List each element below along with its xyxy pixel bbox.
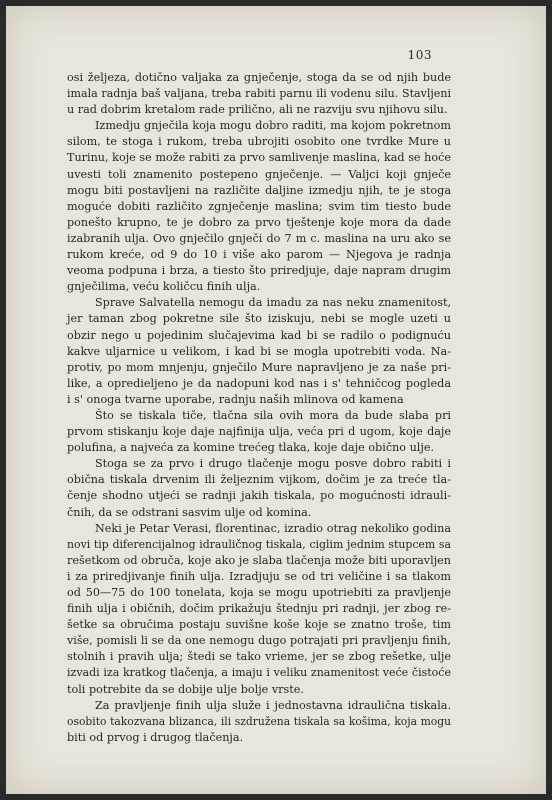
text-line: rukom kreće, od 9 do 10 i više ako parom — Njegova je radnja	[67, 248, 451, 262]
text-line: obična tiskala drvenim ili željeznim vijkom, dočim je za treće tla-	[67, 473, 451, 487]
text-line: gnječilima, veću količcu finih ulja.	[67, 280, 261, 294]
text-line: obzir nego u pojedinim slučajevima kad bi se radilo o podignuću	[67, 328, 451, 342]
text-line: više, pomisli li se da one nemogu dugo potrajati pri pravljenju finih,	[67, 634, 451, 648]
text-line: prvom stiskanju koje daje najfinija ulja, veća pri d ugom, koje daje	[67, 425, 451, 439]
text-line: moguće dobiti različito zgnječenje maslina; svim tim tiesto bude	[67, 199, 451, 213]
text-line: osobito takozvana blizanca, ili szdružena tiskala sa košima, koja mogu	[67, 714, 451, 728]
text-line: kakve uljarnice u velikom, i kad bi se mogla upotrebiti voda. Na-	[67, 344, 451, 358]
text-line: mogu biti postavljeni na različite daljine izmedju njih, te je stoga	[67, 183, 451, 197]
text-line: toli potrebite da se dobije ulje bolje vrste.	[67, 682, 304, 696]
text-line: Za pravljenje finih ulja služe i jednostavna idraulična tiskala.	[95, 698, 451, 712]
text-line: imala radnja baš valjana, treba rabiti parnu ili vodenu silu. Stavljeni	[67, 87, 451, 101]
text-line: biti od prvog i drugog tlačenja.	[67, 730, 244, 744]
text-line: silom, te stoga i rukom, treba ubrojiti osobito one tvrdke Mure u	[67, 135, 451, 149]
text-line: ponešto krupno, te je dobro za prvo tještenje koje mora da dade	[67, 215, 451, 229]
text-line: rešetkom od obruča, koje ako je slaba tlačenja može biti uporavljen	[67, 553, 451, 567]
text-line: izvadi iza kratkog tlačenja, a imaju i veliku znamenitost veće čistoće	[67, 666, 451, 680]
text-line: u rad dobrim kretalom rade prilično, ali ne razviju svu njihovu silu.	[67, 103, 448, 117]
text-line: i s' onoga tvarne uporabe, radnju naših mlinova od kamena	[67, 392, 404, 406]
text-line: šetke sa obručima postaju suvišne koše koje se znatno troše, tim	[67, 618, 451, 632]
text-line: i za priredjivanje finih ulja. Izradjuju se od tri veličine i sa tlakom	[67, 569, 451, 583]
text-line: Što se tiskala tiče, tlačna sila ovih mora da bude slaba pri	[95, 408, 451, 422]
text-line: stolnih i pravih ulja; štedi se tako vrieme, jer se zbog rešetke, ulje	[67, 650, 451, 664]
text-line: od 50—75 do 100 tonelata, koja se mogu upotriebiti za pravljenje	[67, 586, 451, 599]
text-line: Neki je Petar Verasi, florentinac, izradio otrag nekoliko godina	[95, 521, 451, 535]
text-line: like, a opredieljeno je da nadopuni kod nas i s' tehničcog pogleda	[67, 376, 451, 390]
text-line: osi željeza, dotično valjaka za gnječenje, stoga da se od njih bude	[67, 71, 451, 84]
page-number: 103	[407, 48, 432, 62]
book-page	[6, 6, 546, 794]
text-line: Stoga se za prvo i drugo tlačenje mogu posve dobro rabiti i	[95, 457, 451, 471]
text-line: izabranih ulja. Ovo gnječilo gnječi do 7 m c. maslina na uru ako se	[67, 231, 451, 245]
text-line: Turinu, koje se može rabiti za prvo samlivenje maslina, kad se hoće	[67, 151, 451, 165]
text-line: polufina, a najveća za komine trećeg tlaka, koje daje obično ulje.	[67, 441, 435, 455]
text-line: Sprave Salvatella nemogu da imadu za nas neku znamenitost,	[95, 296, 451, 310]
text-line: uvesti toli znamenito postepeno gnječenje. — Valjci koji gnječe	[67, 167, 451, 181]
text-line: jer taman zbog pokretne sile što iziskuju, nebi se mogle uzeti u	[67, 312, 451, 326]
text-line: Izmedju gnječila koja mogu dobro raditi, ma kojom pokretnom	[95, 119, 451, 133]
text-line: finih ulja i običnih, dočim prikažuju štednju pri radnji, jer zbog re-	[67, 602, 451, 616]
text-line: veoma podpuna i brza, a tiesto što priredjuje, daje napram drugim	[67, 264, 451, 278]
text-line: čnih, da se odstrani sasvim ulje od komina.	[67, 505, 312, 519]
text-line: novi tip diferencijalnog idrauličnog tiskala, ciglim jednim stupcem sa	[67, 537, 451, 551]
text-line: protiv, po mom mnjenju, gnječilo Mure napravljeno je za naše pri-	[67, 360, 451, 374]
body-text	[67, 70, 451, 746]
text-line: čenje shodno utjeći se radnji jakih tiskala, po mogućnosti idrauli-	[67, 489, 451, 503]
